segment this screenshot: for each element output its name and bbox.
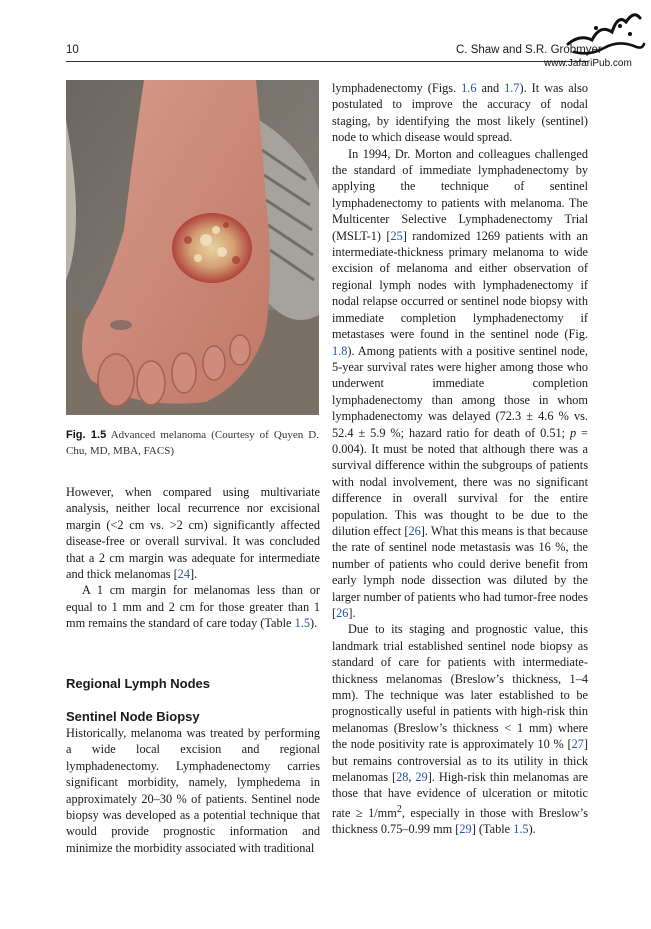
citation-link[interactable]: 26 — [336, 606, 349, 620]
italic-text: p — [569, 425, 577, 440]
figure-caption — [66, 428, 319, 459]
text-run: ). Among patients with a positive sentinel node, 5-year survival rates were higher among those who underwent immediate completion lymphadenectomy than among those in whom lymphadenectomy was delayed (72.3 ± 4.6 % vs. 52.4 ± 5.9 %; hazard ratio for death of 0.51; — [332, 343, 588, 440]
paragraph — [332, 80, 588, 146]
citation-link[interactable]: 1.5 — [294, 616, 310, 631]
section-heading: Regional Lymph Nodes — [66, 676, 210, 691]
text-run: ]. — [348, 606, 356, 620]
text-run: ]. What this means is that because the rate of sentinel node metastasis was 16 %, the number of patients who could derive benefit from early lymph node dissection was diluted by the larger number of patients who had tumor-free nodes [ — [332, 523, 588, 620]
text-run: Due to its staging and prognostic value, this landmark trial established sentinel node biopsy as standard of care for patients with intermediate-thickness melanomas (Breslow’s thickness, 1–4 mm). The technique was later established to be prognostically useful in patients with high-risk thin melanomas (Breslow’s thickness < 1 mm) where the node positivity rate is approximately 10 % [ — [332, 622, 588, 752]
text-run: , — [408, 770, 416, 785]
citation-link[interactable]: 29 — [459, 822, 472, 837]
running-header-authors: C. Shaw and S.R. Grobmyer — [456, 44, 602, 56]
text-run: and — [476, 81, 505, 95]
text-run: ] (Table — [471, 822, 514, 837]
text-run: A 1 cm margin for melanomas less than or equal to 1 mm and 2 cm for those greater than 1 mm remains the standard of care today (Table — [66, 583, 320, 631]
citation-link[interactable]: 1.6 — [461, 81, 477, 95]
citation-link[interactable]: 1.8 — [332, 343, 348, 358]
text-run: = 0.004). It must be noted that although there was a survival difference within the subgroups of patients with nodal involvement, there was no significant difference in overall survival for the entire population. This was thought to be due to the dilution effect [ — [332, 425, 588, 538]
watermark-url: www.JafariPub.com — [544, 58, 632, 69]
text-run: ] but remains controversial as to its utility in thick melanomas [ — [332, 737, 588, 785]
paragraph — [66, 725, 320, 856]
text-run: lymphadenectomy (Figs. — [332, 81, 462, 95]
figure-photo — [66, 80, 319, 415]
text-run: Historically, melanoma was treated by performing a wide local excision and regional lymphadenectomy. Lymphadenectomy carries significant morbidity, namely, lymphedema in approximately 20–30 % of patients. Sentinel node biopsy was developed as a potential technique that would provide prognostic information and minimize the morbidity associated with traditional — [66, 726, 320, 855]
figure-label: Fig. 1.5 — [66, 429, 107, 441]
left-column-upper — [66, 484, 320, 632]
citation-link[interactable]: 27 — [571, 737, 584, 752]
text-run: ] randomized 1269 patients with an intermediate-thickness primary melanoma to wide excision of melanoma and either observation of regional lymph nodes with lymphadenectomy if nodal relapse occurred or sentinel node biopsy with immediate completion lymphadenectomy if metastases were found in the sentinel node (Fig. — [332, 228, 588, 342]
citation-link[interactable]: 1.7 — [504, 81, 520, 95]
paragraph — [332, 146, 588, 622]
left-column-lower — [66, 725, 320, 856]
citation-link[interactable]: 29 — [415, 770, 428, 785]
text-run: ). — [309, 616, 318, 631]
subsection-heading: Sentinel Node Biopsy — [66, 709, 200, 724]
text-run: ). — [528, 822, 536, 837]
text-run: ). It was also postulated to improve the accuracy of nodal staging, by identifying the most likely (sentinel) node to which disease would spread. — [332, 81, 589, 145]
header-rule — [66, 61, 588, 62]
text-run: ]. — [189, 567, 198, 582]
paragraph — [66, 582, 320, 631]
superscript: 2 — [396, 803, 402, 815]
text-run: However, when compared using multivariate analysis, neither local recurrence nor excisional margin (<2 cm vs. >2 cm) significantly affected disease-free or overall survival. It was concluded that a 2 cm margin was adequate for intermediate and thick melanomas [ — [66, 485, 320, 582]
figure-caption-text: Advanced melanoma (Courtesy of Quyen D. Chu, MD, MBA, FACS) — [66, 429, 319, 457]
text-run: In 1994, Dr. Morton and colleagues challenged the standard of immediate lymphadenectomy by applying the technique of sentinel lymphadenectomy to patients with melanoma. The Multicenter Selective Lymphadenectomy Trial (MSLT-1) [ — [332, 146, 588, 243]
paragraph — [66, 484, 320, 582]
citation-link[interactable]: 25 — [390, 228, 403, 243]
citation-link[interactable]: 1.5 — [513, 822, 529, 837]
page-number: 10 — [66, 44, 79, 56]
right-column — [332, 80, 588, 838]
citation-link[interactable]: 24 — [177, 567, 190, 582]
citation-link[interactable]: 26 — [408, 523, 421, 538]
citation-link[interactable]: 28 — [396, 770, 409, 785]
publisher-logo-icon — [560, 4, 648, 64]
paragraph — [332, 621, 588, 837]
text-run: ]. High-risk thin melanomas are those that have evidence of ulceration or mitotic rate ≥ 1/mm — [332, 770, 588, 820]
text-run: , especially in those with Breslow’s thickness 0.75–0.99 mm [ — [332, 805, 588, 837]
